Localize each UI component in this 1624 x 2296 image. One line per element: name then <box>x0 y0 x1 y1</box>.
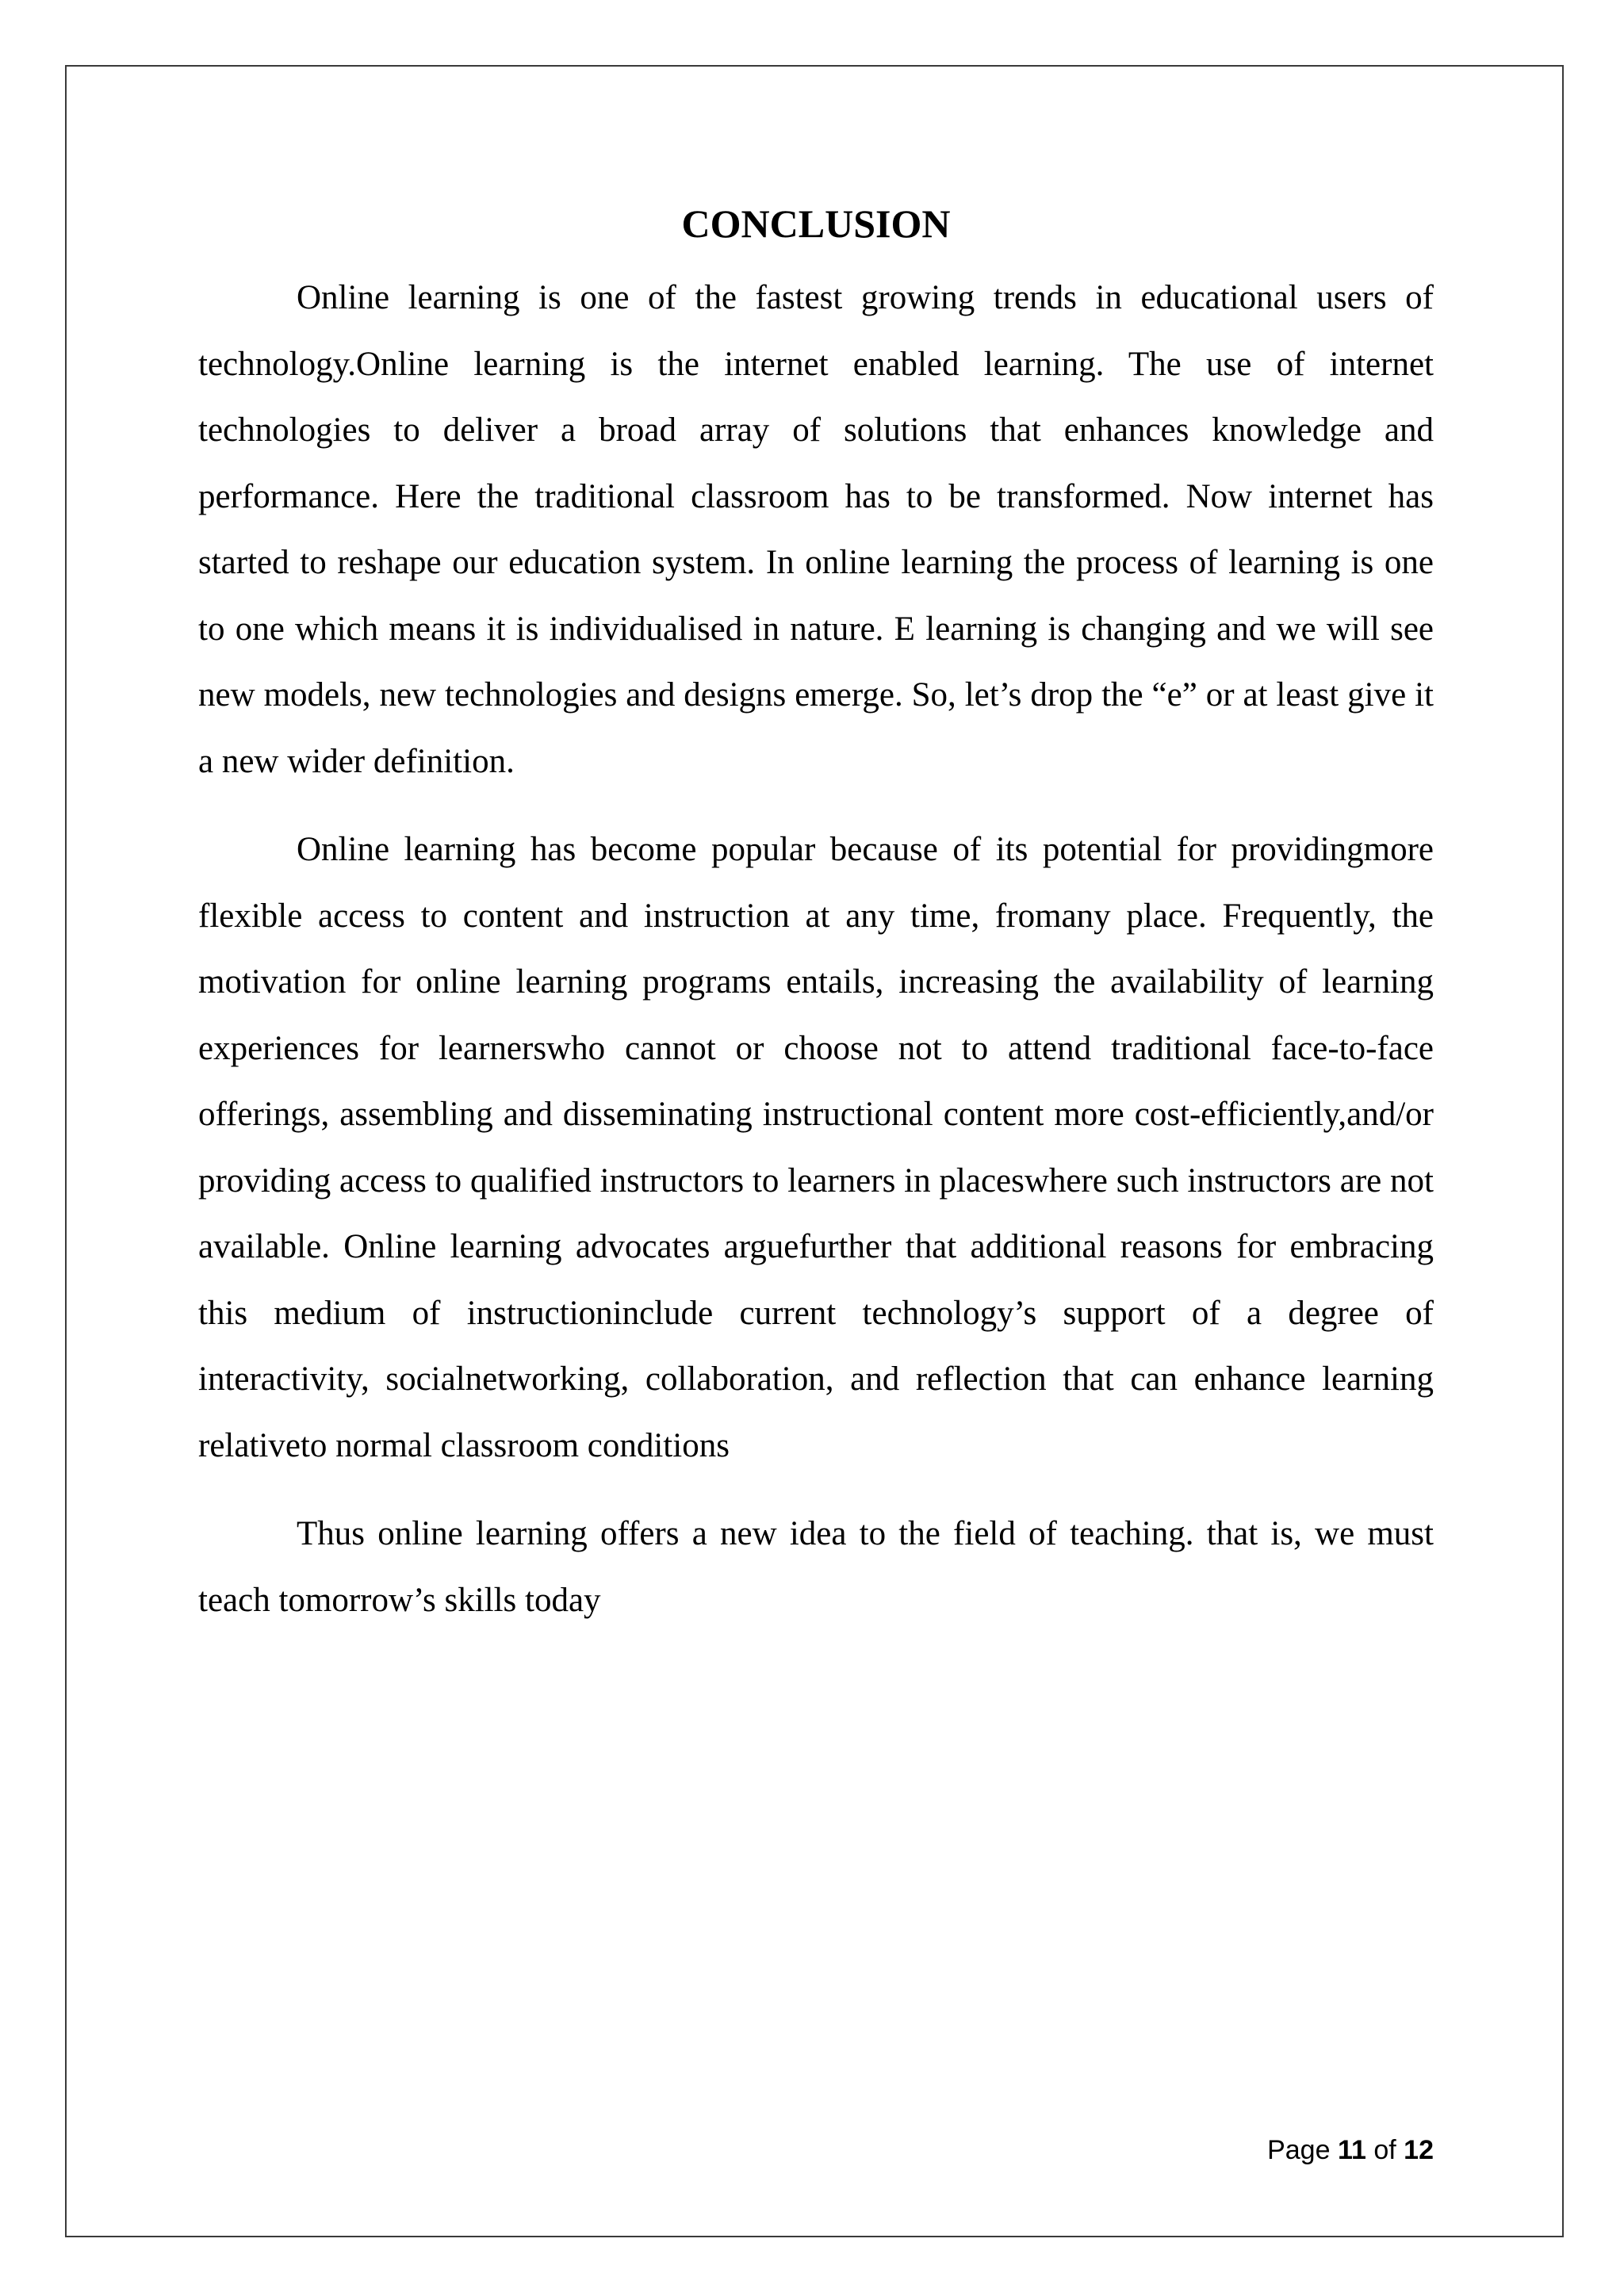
document-body <box>198 190 1434 1655</box>
page-number <box>1267 2134 1434 2166</box>
page-title: CONCLUSION <box>681 201 951 246</box>
paragraph-3: Thus online learning offers a new idea to the field of teaching. that is, we must teach tomorrow’s skills today <box>198 1515 1434 1619</box>
paragraph-1: Online learning is one of the fastest growing trends in educational users of technology.Online learning is the internet enabled learning. The use of internet technologies to deliver a broad array of solutions that enhances knowledge and performance. Here the traditional classroom has to be transformed. Now internet has started to reshape our education system. In online learning the process of learning is one to one which means it is individualised in nature. E learning is changing and we will see new models, new technologies and designs emerge. So, let’s drop the “e” or at least give it a new wider definition. <box>198 279 1434 780</box>
page-label: Page <box>1267 2135 1331 2165</box>
of-label: of <box>1373 2135 1396 2165</box>
current-page: 11 <box>1337 2135 1366 2165</box>
total-pages: 12 <box>1404 2135 1434 2165</box>
paragraph-2: Online learning has become popular because of its potential for providingmore flexible access to content and instruction at any time, fromany place. Frequently, the motivation for online learning programs entails, increasing the availability of learning experiences for learnerswho cannot or choose not to attend traditional face-to-face offerings, assembling and disseminating instructional content more cost-efficiently,and/or providing access to qualified instructors to learners in placeswhere such instructors are not available. Online learning advocates arguefurther that additional reasons for embracing this medium of instructioninclude current technology’s support of a degree of interactivity, socialnetworking, collaboration, and reflection that can enhance learning relativeto normal classroom conditions <box>198 831 1434 1464</box>
